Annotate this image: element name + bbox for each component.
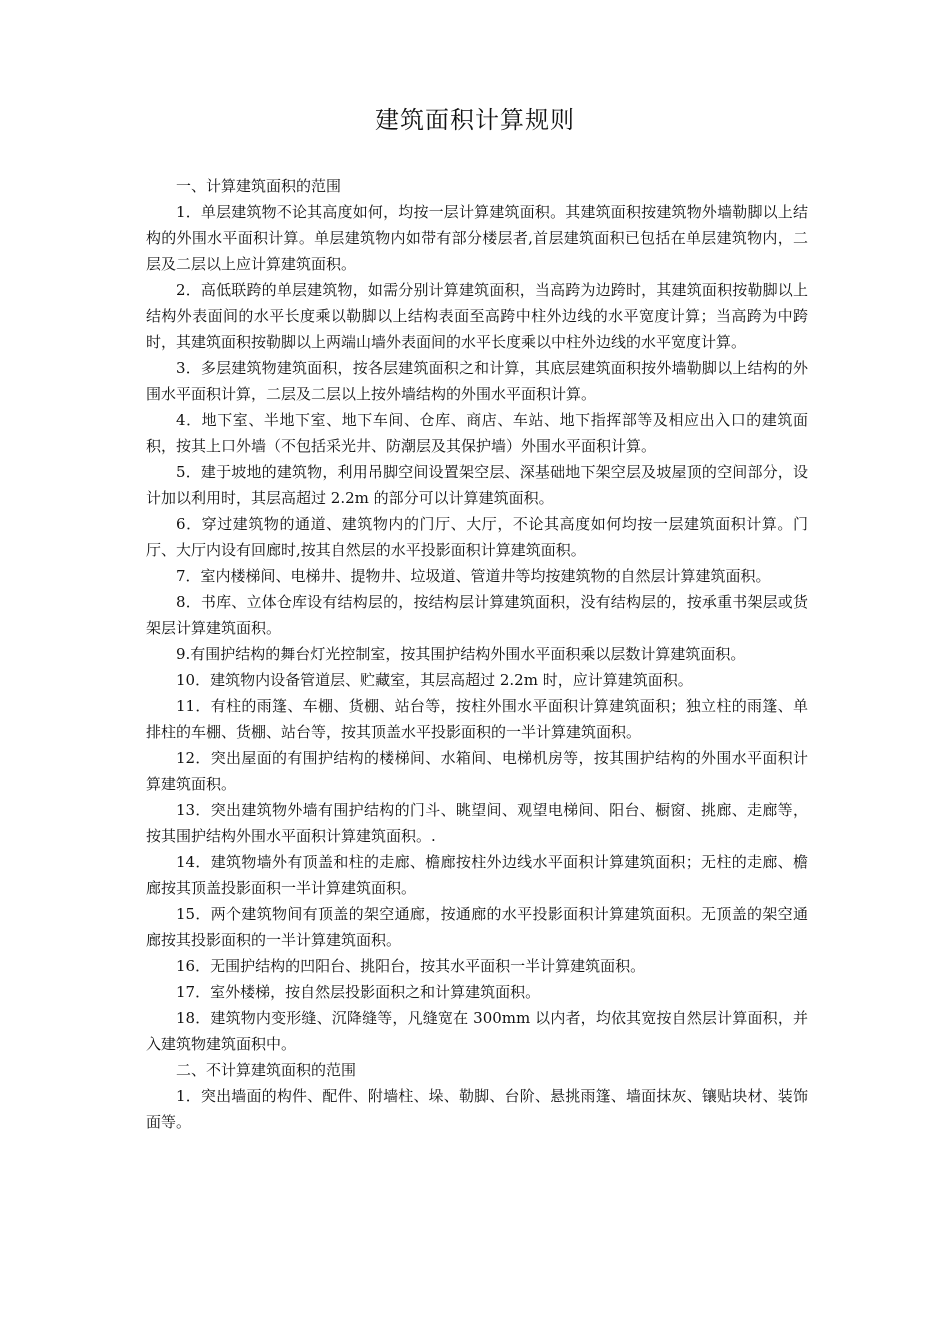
rule-paragraph: 4．地下室、半地下室、地下车间、仓库、商店、车站、地下指挥部等及相应出入口的建筑面积，按其上口外墙（不包括采光井、防潮层及其保护墙）外围水平面积计算。	[146, 411, 808, 455]
rule-paragraph: 17．室外楼梯，按自然层投影面积之和计算建筑面积。	[176, 983, 541, 1001]
rule-paragraph: 10．建筑物内设备管道层、贮藏室，其层高超过 2.2m 时，应计算建筑面积。	[176, 671, 693, 689]
rule-paragraph: 18．建筑物内变形缝、沉降缝等，凡缝宽在 300mm 以内者，均依其宽按自然层计算面积，并入建筑物建筑面积中。	[146, 1009, 808, 1053]
document-title: 建筑面积计算规则	[375, 106, 575, 134]
rule-paragraph: 1．突出墙面的构件、配件、附墙柱、垛、勒脚、台阶、悬挑雨篷、墙面抹灰、镶贴块材、装饰面等。	[146, 1087, 808, 1131]
rule-paragraph: 6．穿过建筑物的通道、建筑物内的门厅、大厅，不论其高度如何均按一层建筑面积计算。门厅、大厅内设有回廊时,按其自然层的水平投影面积计算建筑面积。	[146, 515, 808, 559]
section-heading-excluded: 二、不计算建筑面积的范围	[176, 1061, 357, 1079]
rule-paragraph: 5．建于坡地的建筑物，利用吊脚空间设置架空层、深基础地下架空层及坡屋顶的空间部分，设计加以利用时，其层高超过 2.2m 的部分可以计算建筑面积。	[146, 463, 808, 507]
rule-paragraph: 2．高低联跨的单层建筑物，如需分别计算建筑面积，当高跨为边跨时，其建筑面积按勒脚以上结构外表面间的水平长度乘以勒脚以上结构表面至高跨中柱外边线的水平宽度计算；当高跨为中跨时，其建筑面积按勒脚以上两端山墙外表面间的水平长度乘以中柱外边线的水平宽度计算。	[146, 281, 808, 351]
rule-paragraph: 13．突出建筑物外墙有围护结构的门斗、眺望间、观望电梯间、阳台、橱窗、挑廊、走廊等，按其围护结构外围水平面积计算建筑面积。.	[146, 801, 808, 845]
rule-paragraph: 9.有围护结构的舞台灯光控制室，按其围护结构外围水平面积乘以层数计算建筑面积。	[176, 645, 746, 663]
rule-paragraph: 1．单层建筑物不论其高度如何，均按一层计算建筑面积。其建筑面积按建筑物外墙勒脚以上结构的外围水平面积计算。单层建筑物内如带有部分楼层者,首层建筑面积已包括在单层建筑物内，二层及二层以上应计算建筑面积。	[146, 203, 808, 273]
rule-paragraph: 16．无围护结构的凹阳台、挑阳台，按其水平面积一半计算建筑面积。	[176, 957, 646, 975]
rule-paragraph: 12．突出屋面的有围护结构的楼梯间、水箱间、电梯机房等，按其围护结构的外围水平面积计算建筑面积。	[146, 749, 808, 793]
rule-paragraph: 14．建筑物墙外有顶盖和柱的走廊、檐廊按柱外边线水平面积计算建筑面积；无柱的走廊、檐廊按其顶盖投影面积一半计算建筑面积。	[146, 853, 808, 897]
section-heading-included: 一、计算建筑面积的范围	[176, 177, 342, 195]
rule-paragraph: 11．有柱的雨篷、车棚、货棚、站台等，按柱外围水平面积计算建筑面积；独立柱的雨篷、单排柱的车棚、货棚、站台等，按其顶盖水平投影面积的一半计算建筑面积。	[146, 697, 808, 741]
rule-paragraph: 8．书库、立体仓库设有结构层的，按结构层计算建筑面积，没有结构层的，按承重书架层或货架层计算建筑面积。	[146, 593, 808, 637]
rule-paragraph: 7．室内楼梯间、电梯井、提物井、垃圾道、管道井等均按建筑物的自然层计算建筑面积。	[176, 567, 771, 585]
document-body	[146, 173, 808, 1135]
rule-paragraph: 3．多层建筑物建筑面积，按各层建筑面积之和计算，其底层建筑面积按外墙勒脚以上结构的外围水平面积计算，二层及二层以上按外墙结构的外围水平面积计算。	[146, 359, 808, 403]
rule-paragraph: 15．两个建筑物间有顶盖的架空通廊，按通廊的水平投影面积计算建筑面积。无顶盖的架空通廊按其投影面积的一半计算建筑面积。	[146, 905, 808, 949]
